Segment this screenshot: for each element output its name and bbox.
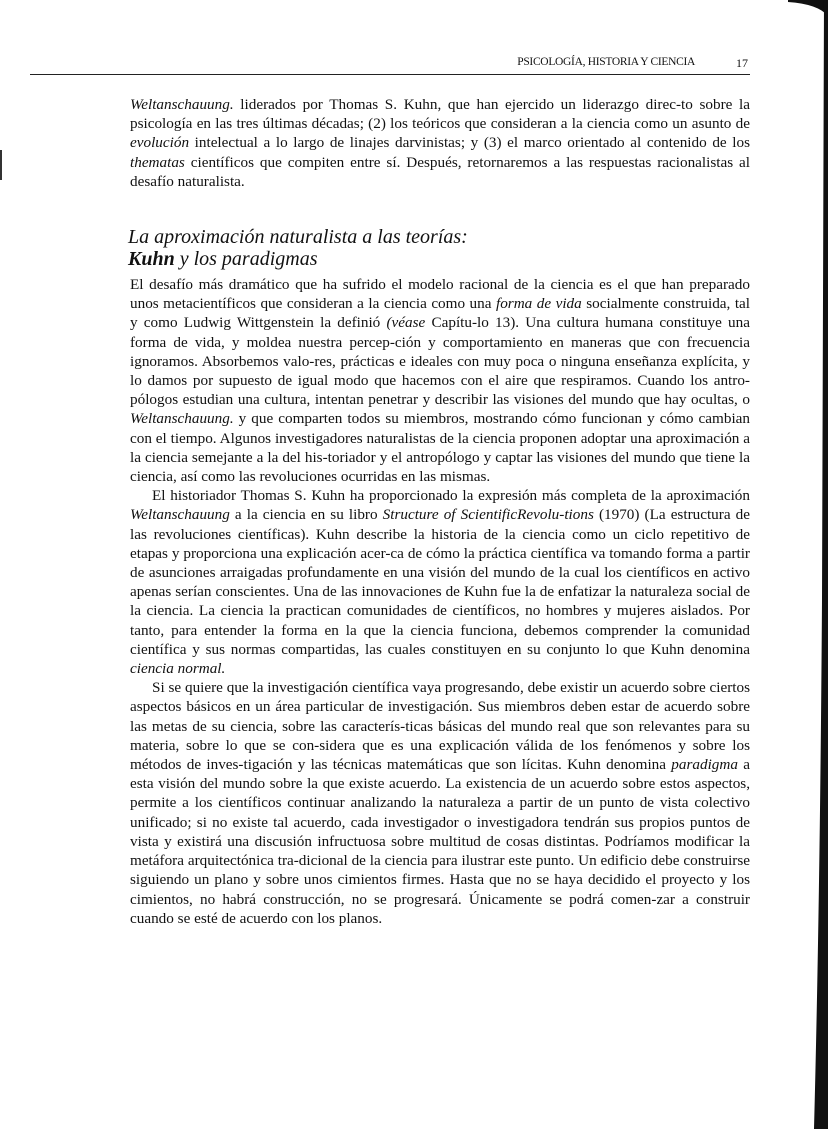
page-edge-shadow [800,0,828,1129]
paragraph-2 [130,486,750,678]
p1-text-1: El desafío más dramático que ha sufrido el modelo racional de la ciencia es el que han preparado unos metacientíficos que consideran a la ciencia como una [130,276,750,313]
intro-italic-1: Weltanschauung. [130,96,234,113]
running-title: PSICOLOGÍA, HISTORIA Y CIENCIA [517,56,695,68]
paragraph-1 [130,275,750,486]
intro-italic-2: evolución [130,134,190,152]
section-body [130,275,750,928]
p1-italic-3: Weltanschauung. [130,410,234,428]
p2-italic-3: ciencia normal. [130,660,226,678]
page-number: 17 [736,56,748,70]
p1-text-4: y que comparten todos su miembros, mostrando cómo funcionan y cómo cambian con el tiempo. Algunos investigadores naturalistas de la ciencia proponen adoptar una aproximación a la ciencia semejante a la del his-toriador y el antropólogo y captar las visiones del mundo que tiene la ciencia, así como las revoluciones ocurridas en las mismas. [130,410,750,486]
page-header [30,52,750,75]
p2-text-1: El historiador Thomas S. Kuhn ha proporcionado la expresión más completa de la aproximación [152,487,750,505]
p1-text-2: socialmente construida, tal y como Ludwig Wittgenstein la definió [130,295,751,332]
heading-line-1: La aproximación naturalista a las teorías: [128,226,468,248]
heading-kuhn: Kuhn [128,248,175,270]
p2-text-2: a la ciencia en su libro [229,506,383,524]
p2-italic-2: Structure of ScientificRevolu-tions [382,506,594,524]
intro-text-2: intelectual a lo largo de linajes darvinistas; y (3) el marco orientado al contenido de los [189,134,750,152]
scan-margin-mark [0,150,2,180]
heading-line-2 [128,248,748,270]
intro-italic-3: thematas [130,153,185,171]
paragraph-3 [130,678,750,928]
p3-text-2: a esta visión del mundo sobre la que existe acuerdo. La existencia de un acuerdo sobre estos aspectos, permite a los científicos continuar analizando la naturaleza a partir de un punto de vista colectivo unificado; si no existe tal acuerdo, cada investigador o investigadora tendrán sus propios puntos de vista y existirá una discusión infructuosa sobre multitud de cosas distintas. Podríamos modificar la metáfora arquitectónica tra-dicional de la ciencia para ilustrar este punto. Un edificio debe construirse siguiendo un plano y sobre unos cimientos firmes. Hasta que no se haya decidido el proyecto y los cimientos, no habrá construcción, no se progresará. Únicamente se podrá comen-zar a construir cuando se esté de acuerdo con los planos. [130,756,750,927]
intro-paragraph [130,95,750,191]
p3-text-1: Si se quiere que la investigación científica vaya progresando, debe existir un acuerdo sobre ciertos aspectos básicos en un área particular de investigación. Sus miembros deben estar de acuerdo sobre las metas de su ciencia, sobre las caracterís-ticas básicas del mundo real que son relevantes para su materia, sobre lo que se con-sidera que es una explicación válida de los fenómenos y sobre los métodos de inves-tigación y las técnicas matemáticas que son lícitas. Kuhn denomina [130,679,750,774]
heading-line-2-rest: y los paradigmas [174,248,318,270]
p1-italic-2: (véase [386,314,426,332]
section-heading [128,226,748,270]
p2-text-3: (1970) (La estructura de las revoluciones científicas). Kuhn describe la historia de la ciencia como un ciclo repetitivo de etapas y proporciona una explicación acer-ca de cómo la práctica científica va tomando forma a partir de asunciones arraigadas profundamente en una visión del mundo de la cual los científicos en activo apenas serían conscientes. Una de las innovaciones de Kuhn fue la de enfatizar la naturaleza social de la ciencia. La ciencia la practican comunidades de científicos, no hombres y mujeres aislados. Por tanto, para entender la forma en la que la ciencia funciona, debemos comprender la comunidad científica y sus normas compartidas, las cuales constituyen en su conjunto lo que Kuhn denomina [130,506,750,658]
intro-text-1: liderados por Thomas S. Kuhn, que han ejercido un liderazgo direc-to sobre la psicología en las tres últimas décadas; (2) los teóricos que consideran a la ciencia como un asunto de [130,96,750,133]
intro-text-3: científicos que compiten entre sí. Después, retornaremos a las respuestas racionalistas al desafío naturalista. [130,153,750,190]
p1-italic-1: forma de vida [495,295,582,313]
p3-italic-1: paradigma [671,756,738,774]
p2-italic-1: Weltanschauung [130,506,230,524]
p1-text-3: Capítu-lo 13). Una cultura humana constituye una forma de vida, y moldea nuestra percep-ción y comportamiento en maneras que con frecuencia ignoramos. Absorbemos valo-res, prácticas e ideales con muy poca o ninguna enseñanza explícita, y lo damos por supuesto de igual modo que hacemos con el aire que respiramos. Cuando los antro-pólogos estudian una cultura, intentan penetrar y describir las visiones del mundo que hay ocultas, o [130,314,750,409]
